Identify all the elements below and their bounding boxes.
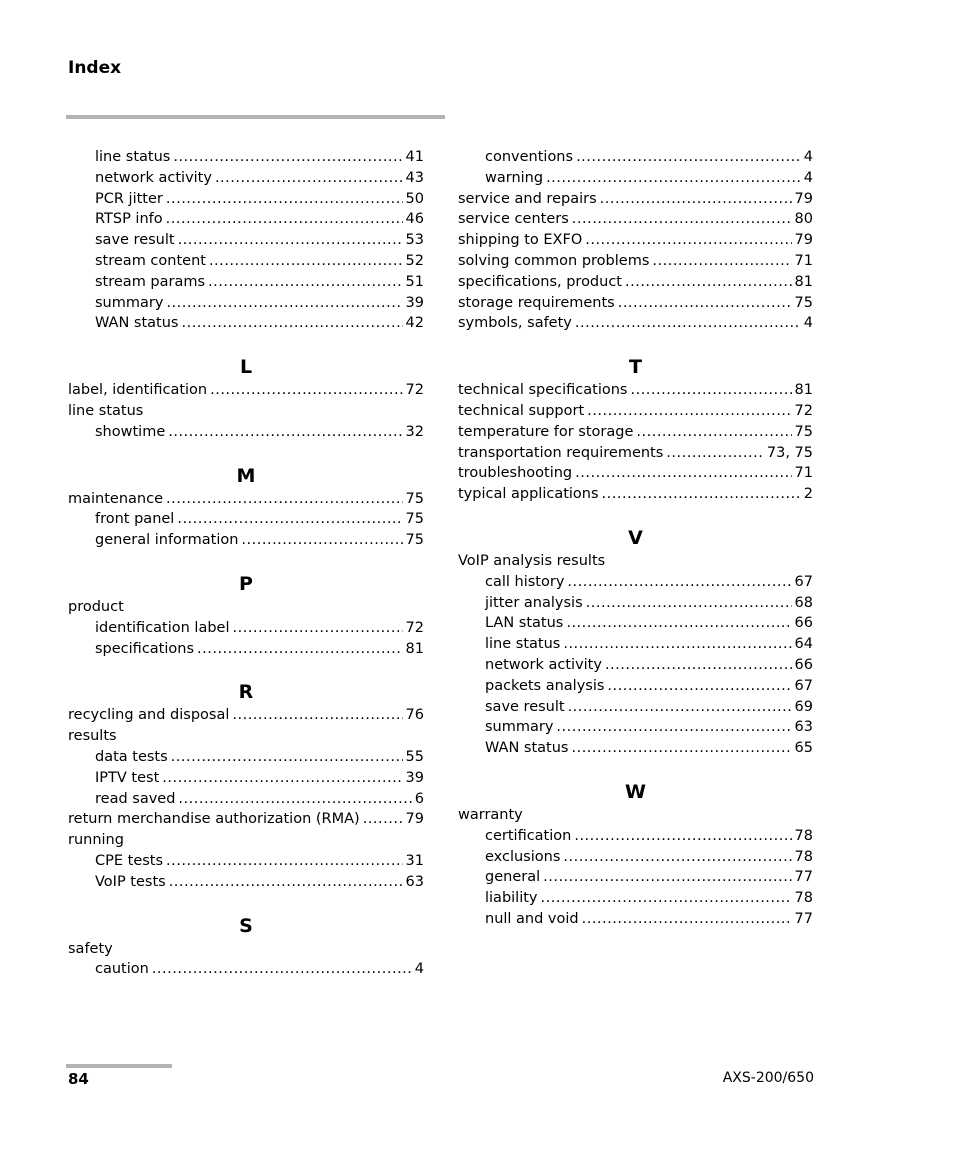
index-subentry <box>458 572 813 593</box>
index-page-ref: 77 <box>794 869 813 886</box>
index-page-ref: 81 <box>794 382 813 399</box>
index-page-ref: 65 <box>794 740 813 757</box>
index-term: recycling and disposal <box>68 707 230 724</box>
index-term: line status <box>68 402 144 419</box>
dot-leader <box>636 422 791 443</box>
dot-leader <box>666 443 764 464</box>
index-term: general <box>485 869 541 886</box>
dot-leader <box>208 272 403 293</box>
index-term: results <box>68 728 117 745</box>
dot-leader <box>607 676 791 697</box>
index-subentry <box>68 639 424 660</box>
index-page-ref: 4 <box>803 315 813 332</box>
dot-leader <box>566 613 791 634</box>
index-page-ref: 79 <box>794 232 813 249</box>
index-term: stream params <box>95 273 206 290</box>
index-page-ref: 71 <box>794 465 813 482</box>
index-term: RTSP info <box>95 211 163 228</box>
index-page-ref: 51 <box>405 273 424 290</box>
index-page-ref: 66 <box>794 656 813 673</box>
index-term: summary <box>485 719 554 736</box>
index-term: certification <box>485 827 572 844</box>
index-page-ref: 75 <box>405 532 424 549</box>
index-entry <box>458 422 813 443</box>
index-term: specifications, product <box>458 273 622 290</box>
index-subentry <box>68 147 424 168</box>
dot-leader <box>575 463 791 484</box>
index-page-ref: 43 <box>405 169 424 186</box>
dot-leader <box>574 826 791 847</box>
index-term: warning <box>485 169 544 186</box>
index-term: PCR jitter <box>95 190 163 207</box>
index-subentry <box>68 209 424 230</box>
index-column-right <box>458 147 813 930</box>
dot-leader <box>546 168 801 189</box>
index-entry <box>68 726 424 747</box>
dot-leader <box>197 639 403 660</box>
dot-leader <box>363 809 403 830</box>
section-letter: W <box>625 780 646 803</box>
dot-leader <box>567 572 791 593</box>
index-entry <box>458 484 813 505</box>
dot-leader <box>152 959 412 980</box>
index-subentry <box>68 251 424 272</box>
index-entry <box>68 401 424 422</box>
dot-leader <box>543 867 791 888</box>
dot-leader <box>618 293 792 314</box>
dot-leader <box>625 272 792 293</box>
dot-leader <box>575 313 801 334</box>
dot-leader <box>166 489 403 510</box>
section-letter: M <box>236 464 256 487</box>
index-page-ref: 78 <box>794 848 813 865</box>
index-page-ref: 67 <box>794 677 813 694</box>
dot-leader <box>571 738 791 759</box>
index-term: storage requirements <box>458 294 615 311</box>
index-subentry <box>68 293 424 314</box>
index-entry <box>458 313 813 334</box>
index-subentry <box>68 189 424 210</box>
index-page-ref: 39 <box>405 769 424 786</box>
index-entry <box>458 443 813 464</box>
index-term: stream content <box>95 252 206 269</box>
index-entry <box>68 489 424 510</box>
dot-leader <box>168 422 402 443</box>
dot-leader <box>572 209 792 230</box>
index-term: service and repairs <box>458 190 597 207</box>
dot-leader <box>173 147 402 168</box>
index-term: general information <box>95 532 239 549</box>
dot-leader <box>602 484 801 505</box>
index-entry <box>458 230 813 251</box>
index-term: IPTV test <box>95 769 160 786</box>
index-term: product <box>68 598 124 615</box>
index-term: null and void <box>485 910 579 927</box>
index-term: front panel <box>95 511 175 528</box>
index-page-ref: 77 <box>794 910 813 927</box>
index-entry <box>458 189 813 210</box>
index-subentry <box>458 676 813 697</box>
index-entry <box>68 597 424 618</box>
index-term: jitter analysis <box>485 594 583 611</box>
index-term: data tests <box>95 748 168 765</box>
index-term: VoIP tests <box>95 873 166 890</box>
dot-leader <box>166 209 403 230</box>
index-subentry <box>458 888 813 909</box>
dot-leader <box>568 697 792 718</box>
index-term: LAN status <box>485 615 564 632</box>
index-term: transportation requirements <box>458 444 664 461</box>
index-subentry <box>458 717 813 738</box>
index-term: shipping to EXFO <box>458 232 583 249</box>
index-subentry <box>68 313 424 334</box>
index-page-ref: 75 <box>405 511 424 528</box>
index-term: symbols, safety <box>458 315 572 332</box>
dot-leader <box>209 251 403 272</box>
index-term: CPE tests <box>95 852 164 869</box>
index-subentry <box>68 959 424 980</box>
index-page-ref: 66 <box>794 615 813 632</box>
index-term: save result <box>485 698 565 715</box>
index-term: WAN status <box>95 315 179 332</box>
section-letter: L <box>239 356 253 379</box>
index-term: save result <box>95 232 175 249</box>
index-subentry <box>68 768 424 789</box>
product-name: AXS-200/650 <box>722 1070 814 1086</box>
index-page-ref: 2 <box>803 486 813 503</box>
index-page-ref: 79 <box>794 190 813 207</box>
index-subentry <box>68 509 424 530</box>
index-term: network activity <box>485 656 602 673</box>
index-subentry <box>458 738 813 759</box>
dot-leader <box>576 147 801 168</box>
index-subentry <box>68 530 424 551</box>
index-term: maintenance <box>68 490 163 507</box>
index-page-ref: 71 <box>794 252 813 269</box>
index-term: WAN status <box>485 740 569 757</box>
index-page-ref: 4 <box>803 169 813 186</box>
index-page-ref: 75 <box>794 423 813 440</box>
index-page-ref: 76 <box>405 707 424 724</box>
index-term: warranty <box>458 806 523 823</box>
index-entry <box>458 209 813 230</box>
index-term: technical support <box>458 402 585 419</box>
index-subentry <box>68 872 424 893</box>
index-term: specifications <box>95 640 195 657</box>
index-subentry <box>458 867 813 888</box>
index-subentry <box>68 747 424 768</box>
index-subentry <box>68 422 424 443</box>
index-page-ref: 31 <box>405 852 424 869</box>
dot-leader <box>241 530 402 551</box>
index-subentry <box>458 634 813 655</box>
index-term: service centers <box>458 211 569 228</box>
index-term: line status <box>485 636 561 653</box>
index-page-ref: 75 <box>405 490 424 507</box>
index-subentry <box>458 593 813 614</box>
index-page-ref: 32 <box>405 423 424 440</box>
index-entry <box>458 463 813 484</box>
index-term: conventions <box>485 149 574 165</box>
index-page-ref: 72 <box>405 619 424 636</box>
dot-leader <box>169 872 403 893</box>
dot-leader <box>181 313 402 334</box>
dot-leader <box>171 747 403 768</box>
index-page-ref: 80 <box>794 211 813 228</box>
index-subentry <box>68 851 424 872</box>
index-term: temperature for storage <box>458 423 634 440</box>
dot-leader <box>582 909 792 930</box>
index-term: showtime <box>95 423 166 440</box>
index-term: troubleshooting <box>458 465 573 482</box>
dot-leader <box>215 168 403 189</box>
index-entry <box>68 939 424 960</box>
index-page-ref: 4 <box>803 149 813 165</box>
index-page-ref: 78 <box>794 827 813 844</box>
index-term: safety <box>68 940 113 957</box>
index-page-ref: 6 <box>414 790 424 807</box>
index-page-ref: 53 <box>405 232 424 249</box>
index-term: liability <box>485 890 538 907</box>
section-letter: T <box>629 356 642 379</box>
index-subentry <box>68 230 424 251</box>
index-subentry <box>458 168 813 189</box>
dot-leader <box>177 509 402 530</box>
index-term: technical specifications <box>458 382 628 399</box>
index-entry <box>68 830 424 851</box>
dot-leader <box>178 789 411 810</box>
index-page-ref: 79 <box>405 811 424 828</box>
index-page-ref: 64 <box>794 636 813 653</box>
index-page-ref: 78 <box>794 890 813 907</box>
index-page-ref: 81 <box>794 273 813 290</box>
page-number: 84 <box>68 1070 89 1088</box>
index-term: read saved <box>95 790 176 807</box>
index-entry <box>458 251 813 272</box>
index-entry <box>68 705 424 726</box>
index-subentry <box>458 697 813 718</box>
index-term: packets analysis <box>485 677 605 694</box>
index-subentry <box>458 147 813 168</box>
index-subentry <box>458 847 813 868</box>
index-term: running <box>68 832 124 849</box>
dot-leader <box>585 230 791 251</box>
index-entry <box>458 401 813 422</box>
index-term: call history <box>485 573 565 590</box>
dot-leader <box>233 618 403 639</box>
header-divider <box>66 115 445 119</box>
index-page-ref: 68 <box>794 594 813 611</box>
dot-leader <box>600 189 792 210</box>
index-subentry <box>458 655 813 676</box>
index-page-ref: 39 <box>405 294 424 311</box>
index-subentry <box>458 826 813 847</box>
index-page-ref: 75 <box>794 294 813 311</box>
index-term: VoIP analysis results <box>458 552 606 569</box>
section-letter: P <box>239 572 253 595</box>
index-page-ref: 73, 75 <box>766 444 813 461</box>
index-term: label, identification <box>68 382 208 399</box>
dot-leader <box>541 888 792 909</box>
index-entry <box>68 809 424 830</box>
dot-leader <box>563 634 791 655</box>
index-page-ref: 81 <box>405 640 424 657</box>
index-page-ref: 55 <box>405 748 424 765</box>
index-term: network activity <box>95 169 212 186</box>
index-subentry <box>458 613 813 634</box>
index-page-ref: 50 <box>405 190 424 207</box>
index-entry <box>458 293 813 314</box>
page-title: Index <box>68 58 122 78</box>
dot-leader <box>210 380 402 401</box>
index-page-ref: 52 <box>405 252 424 269</box>
dot-leader <box>178 230 403 251</box>
index-term: solving common problems <box>458 252 650 269</box>
index-term: exclusions <box>485 848 561 865</box>
dot-leader <box>232 705 402 726</box>
dot-leader <box>162 768 402 789</box>
index-entry <box>68 380 424 401</box>
index-term: typical applications <box>458 486 599 503</box>
dot-leader <box>166 293 402 314</box>
index-term: identification label <box>95 619 230 636</box>
index-page-ref: 46 <box>405 211 424 228</box>
dot-leader <box>586 593 792 614</box>
index-page-ref: 42 <box>405 315 424 332</box>
index-subentry <box>68 272 424 293</box>
index-page-ref: 72 <box>405 382 424 399</box>
index-page-ref: 63 <box>405 873 424 890</box>
section-letter: S <box>239 914 253 937</box>
index-term: line status <box>95 149 171 165</box>
dot-leader <box>587 401 791 422</box>
section-letter: V <box>628 526 643 549</box>
index-entry <box>458 805 813 826</box>
index-column-left <box>68 147 424 980</box>
index-page-ref: 4 <box>414 961 424 978</box>
index-page-ref: 63 <box>794 719 813 736</box>
index-page-ref: 41 <box>405 149 424 165</box>
dot-leader <box>166 851 403 872</box>
index-page-ref: 72 <box>794 402 813 419</box>
index-term: caution <box>95 961 149 978</box>
dot-leader <box>556 717 791 738</box>
dot-leader <box>605 655 792 676</box>
index-entry <box>458 551 813 572</box>
section-letter: R <box>238 681 254 704</box>
dot-leader <box>652 251 791 272</box>
dot-leader <box>166 189 403 210</box>
index-subentry <box>68 618 424 639</box>
index-term: summary <box>95 294 164 311</box>
index-page-ref: 67 <box>794 573 813 590</box>
index-entry <box>458 272 813 293</box>
index-term: return merchandise authorization (RMA) <box>68 811 360 828</box>
index-subentry <box>458 909 813 930</box>
index-subentry <box>68 789 424 810</box>
dot-leader <box>630 380 791 401</box>
dot-leader <box>563 847 791 868</box>
index-entry <box>458 380 813 401</box>
index-page-ref: 69 <box>794 698 813 715</box>
footer-divider <box>66 1064 172 1068</box>
index-subentry <box>68 168 424 189</box>
